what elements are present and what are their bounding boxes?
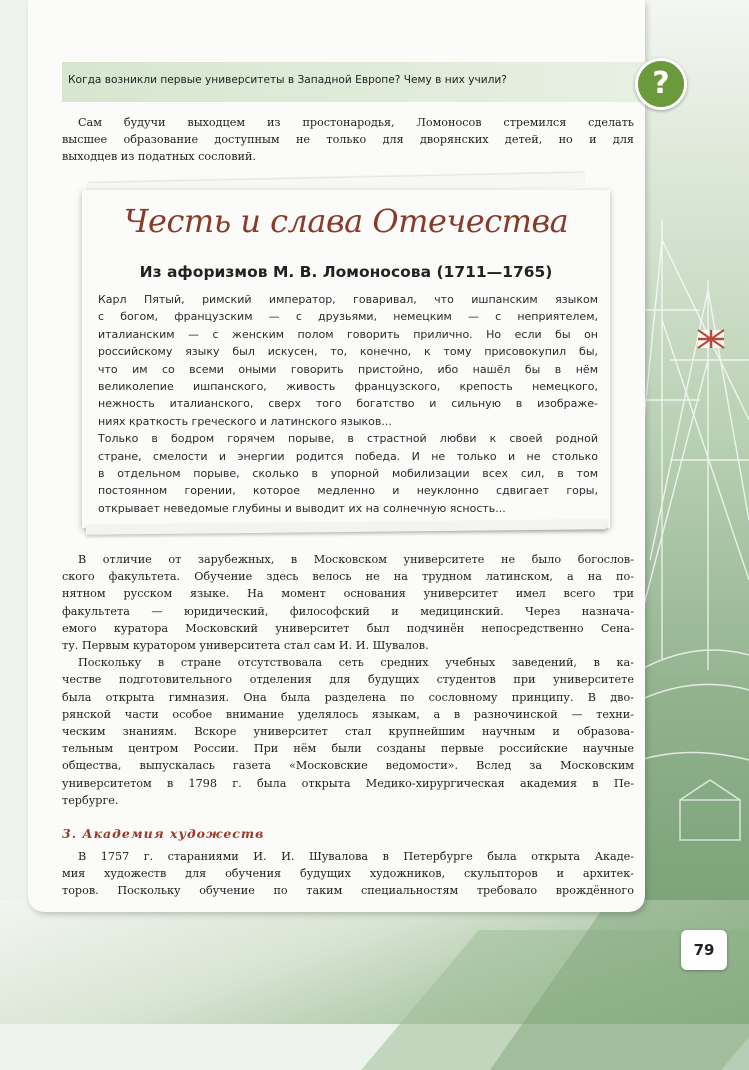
text-line: тельным центром России. При нём были созданы первые российские научные [62, 742, 634, 756]
text-line: факультета — юридический, философский и медицинский. Через назнача- [62, 604, 634, 618]
text-line: честве подготовительного отделения для будущих студентов при университете [62, 673, 634, 687]
text-line: торов. Поскольку обучение по таким специальностям требовало врождённого [62, 884, 634, 898]
text-line: выходцев из податных сословий. [62, 150, 256, 164]
quote-line: италианским — с женским полом говорить прилично. Но если бы он [98, 327, 598, 341]
quote-box [82, 190, 610, 528]
question-icon: ? [635, 58, 687, 110]
quote-line: постоянном горении, которое медленно и неуклонно сдвигает горы, [98, 484, 598, 498]
text-line: мия художеств для обучения будущих художников, скульпторов и архитек- [62, 867, 634, 881]
quote-line: Только в бодром горячем порыве, в страстной любви к своей родной [98, 432, 598, 446]
quote-line: с богом, французским — с друзьями, немецким — с неприятелем, [98, 310, 598, 324]
text-line: университетом в 1798 г. была открыта Медико-хирургическая академия в Пе- [62, 776, 634, 790]
section-heading: 3. Академия художеств [62, 826, 265, 841]
quote-line: открывает неведомые глубины и выводит их на солнечную ясность... [98, 501, 506, 515]
quote-text [98, 291, 598, 517]
question-text: Когда возникли первые университеты в Западной Европе? Чему в них учили? [68, 74, 507, 86]
box-heading: Из афоризмов М. В. Ломоносова (1711—1765) [139, 263, 553, 281]
text-line: В отличие от зарубежных, в Московском университете не было богослов- [78, 553, 634, 566]
quote-line: российскому языку был искусен, то, конечно, к тому присовокупил бы, [98, 345, 598, 359]
text-line: Сам будучи выходцем из простонародья, Ломоносов стремился сделать [78, 116, 634, 129]
text-line: общества, выпускалась газета «Московские ведомости». Вслед за Московским [62, 759, 634, 773]
quote-line: Карл Пятый, римский император, говаривал, что ишпанским языком [98, 293, 598, 306]
ship-illustration [640, 200, 749, 880]
text-line: емого куратора Московский университет был подчинён непосредственно Сена- [62, 621, 634, 635]
text-line: тербурге. [62, 793, 119, 807]
text-line: ского факультета. Обучение здесь велось не на трудном латинском, а на по- [62, 570, 634, 584]
quote-line: великолепие ишпанского, живость французского, крепость немецкого, [98, 380, 598, 394]
page-number: 79 [681, 930, 727, 970]
body-paragraph [62, 551, 634, 809]
text-line: Поскольку в стране отсутствовала сеть средних учебных заведений, в ка- [78, 656, 634, 670]
text-line: рянской части особое внимание уделялось языкам, а в разночинской — техни- [62, 707, 634, 721]
text-line: ту. Первым куратором университета стал сам И. И. Шувалов. [62, 639, 429, 653]
text-line: высшее образование доступным не только для дворянских детей, но и для [62, 133, 634, 147]
quote-line: в отдельном порыве, сколько в упорной мобилизации всех сил, в том [98, 467, 598, 481]
text-line: была открыта гимназия. Она была разделена по сословному принципу. В дво- [62, 690, 634, 704]
text-line: В 1757 г. стараниями И. И. Шувалова в Петербурге была открыта Акаде- [78, 850, 634, 863]
intro-paragraph [62, 114, 634, 166]
quote-line: нежность италианского, сверх того богатство и сильную в изображе- [98, 397, 598, 411]
quote-line: что им со всеми оными говорить пристойно, ибо нашёл бы в нём [98, 362, 598, 376]
quote-line: стране, смелости и энергии родится победа. И не только и не столько [98, 449, 598, 463]
box-title: Честь и слава Отечества [123, 202, 569, 240]
section-paragraph [62, 848, 634, 900]
text-line: нятном русском языке. На момент основания университет имел всего три [62, 587, 634, 601]
quote-line: ниях краткость греческого и латинского языков... [98, 414, 392, 428]
text-line: ческим знаниям. Вскоре университет стал крупнейшим научным и образова- [62, 725, 634, 739]
